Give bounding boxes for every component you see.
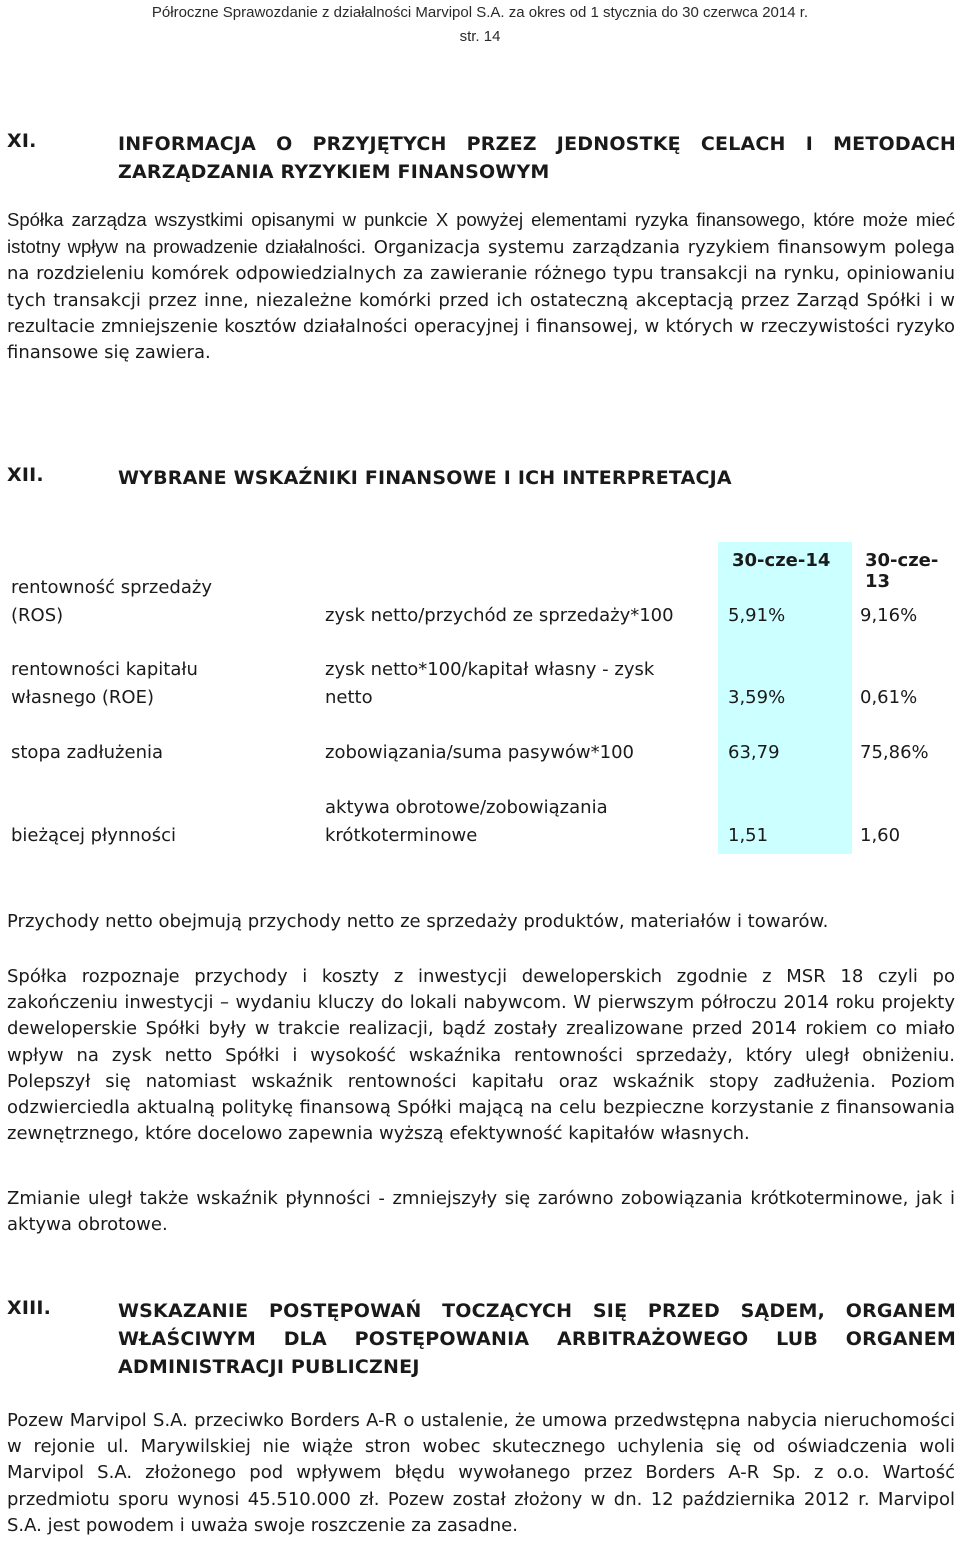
ratio-value-current: 5,91%: [728, 605, 786, 626]
ratio-formula-line2: netto: [325, 687, 373, 708]
section-xii-paragraph-liquidity: Zmianie uległ także wskaźnik płynności - zmniejszyły się zarówno zobowiązania krótkoterminowe, jak i aktywa obrotowe.: [7, 1188, 955, 1236]
section-xi-number: XI.: [7, 130, 37, 152]
ratio-value-previous: 1,60: [860, 825, 901, 846]
section-xii-title: WYBRANE WSKAŹNIKI FINANSOWE I ICH INTERPRETACJA: [118, 467, 732, 489]
page-number: str. 14: [459, 28, 501, 45]
section-xiii-title: WSKAZANIE POSTĘPOWAŃ TOCZĄCYCH SIĘ PRZED SĄDEM, ORGANEM WŁAŚCIWYM DLA POSTĘPOWANIA ARBITRAŻOWEGO LUB ORGANEM ADMINISTRACJI PUBLICZNEJ: [118, 1300, 956, 1378]
ratio-name-line1: rentowność sprzedaży: [11, 577, 212, 598]
ratio-formula-line1: zysk netto*100/kapitał własny - zysk: [325, 659, 655, 680]
section-xii-number: XII.: [7, 464, 44, 486]
revenue-note: Przychody netto obejmują przychody netto ze sprzedaży produktów, materiałów i towarów.: [7, 911, 829, 932]
ratio-name: bieżącej płynności: [11, 825, 176, 846]
ratio-formula: zysk netto/przychód ze sprzedaży*100: [325, 605, 674, 626]
section-xi-paragraph: [7, 207, 955, 366]
section-xi-paragraph-part1: Spółka zarządza wszystkimi opisanymi w punkcie X powyżej elementami ryzyka finansowego, które może mieć istotny wpływ na prowadzenie działalności.: [7, 209, 955, 258]
ratio-value-previous: 0,61%: [860, 687, 918, 708]
ratio-formula: zobowiązania/suma pasywów*100: [325, 742, 635, 763]
ratio-name-line2: (ROS): [11, 605, 64, 626]
ratio-name: stopa zadłużenia: [11, 742, 164, 763]
ratio-value-previous: 75,86%: [860, 742, 929, 763]
ratio-formula-line1: aktywa obrotowe/zobowiązania: [325, 797, 608, 818]
column-header-current: 30-cze-14: [732, 550, 831, 571]
ratio-formula-line2: krótkoterminowe: [325, 825, 478, 846]
column-header-previous: 30-cze-13: [865, 550, 939, 592]
section-xiii-paragraph: Pozew Marvipol S.A. przeciwko Borders A-R o ustalenie, że umowa przedwstępna nabycia nieruchomości w rejonie ul. Marywilskiej nie wiąże stron wobec skutecznego uchylenia się od oświadczenia woli Marvipol S.A. złożonego pod wpływem błędu wywołanego przez Borders A-R Sp. z o.o. Wartość przedmiotu sporu wynosi 45.510.000 zł. Pozew został złożony w dn. 12 października 2012 r. Marvipol S.A. jest powodem i uważa swoje roszczenie za zasadne.: [7, 1410, 955, 1536]
financial-ratios-table: [7, 542, 955, 854]
running-header: Półroczne Sprawozdanie z działalności Marvipol S.A. za okres od 1 stycznia do 30 czerwca 2014 r.: [151, 4, 809, 21]
ratio-value-current: 63,79: [728, 742, 780, 763]
ratio-name-line2: własnego (ROE): [11, 687, 154, 708]
section-xii-paragraph: Spółka rozpoznaje przychody i koszty z inwestycji deweloperskich zgodnie z MSR 18 czyli po zakończeniu inwestycji – wydaniu kluczy do lokali nabywcom. W pierwszym półroczu 2014 roku projekty deweloperskie Spółki były w trakcie realizacji, bądź zostały zrealizowane przed 2014 rokiem co miało wpływ na zysk netto Spółki i wysokość wskaźnika rentowności sprzedaży, który uległ obniżeniu. Polepszył się natomiast wskaźnik rentowności kapitału oraz wskaźnik stopy zadłużenia. Poziom odzwierciedla aktualną politykę finansową Spółki mającą na celu bezpieczne korzystanie z finansowania zewnętrznego, które docelowo zapewnia wyższą efektywność kapitałów własnych.: [7, 966, 955, 1145]
section-xiii-number: XIII.: [7, 1297, 52, 1319]
section-xi-title: INFORMACJA O PRZYJĘTYCH PRZEZ JEDNOSTKĘ CELACH I METODACH ZARZĄDZANIA RYZYKIEM FINANSOWYM: [118, 133, 956, 183]
ratio-value-previous: 9,16%: [860, 605, 918, 626]
ratio-value-current: 1,51: [728, 825, 769, 846]
ratio-name-line1: rentowności kapitału: [11, 659, 198, 680]
ratio-value-current: 3,59%: [728, 687, 786, 708]
section-xi-paragraph-part2: Organizacja systemu zarządzania ryzykiem finansowym polega na rozdzieleniu komórek odpowiedzialnych za zawieranie różnego typu transakcji na rynku, opiniowaniu tych transakcji przez inne, niezależne komórki przed ich ostateczną akceptacją przez Zarząd Spółki i w rezultacie zmniejszenie kosztów działalności operacyjnej i finansowej, w których w rzeczywistości ryzyko finansowe się zawiera.: [7, 237, 955, 364]
